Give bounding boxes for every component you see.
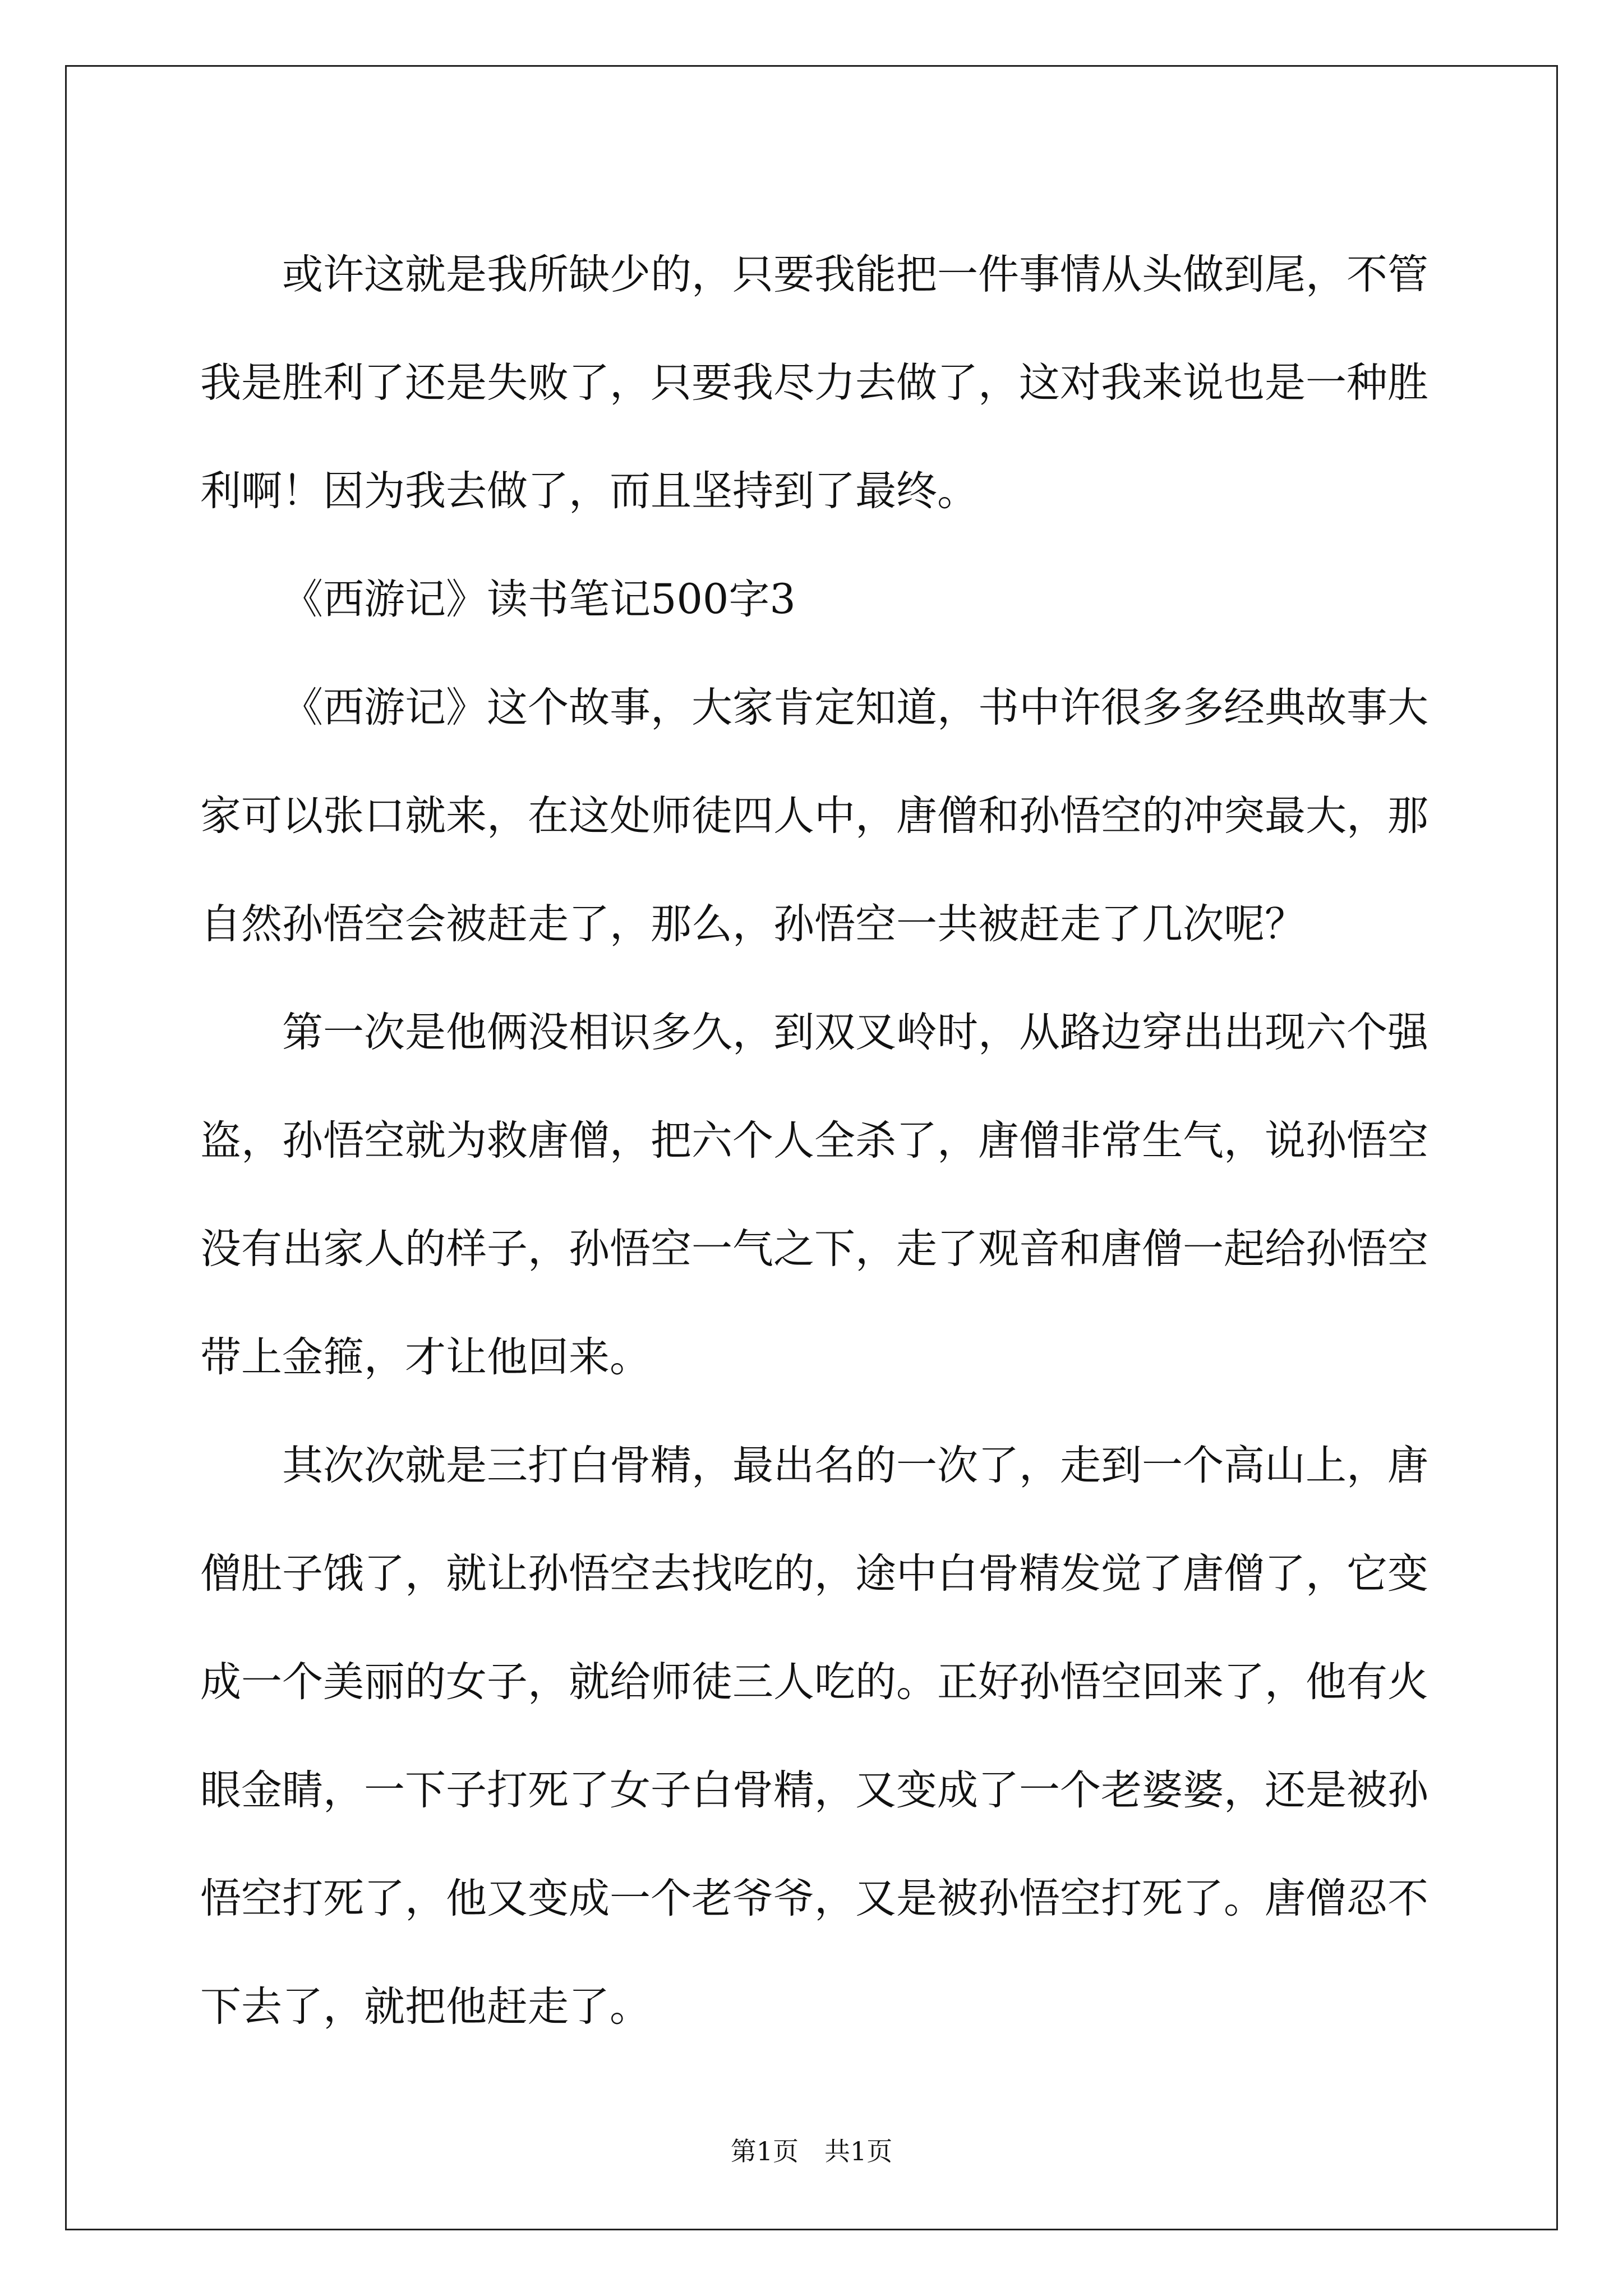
page-number: 第1页	[730, 2136, 799, 2166]
paragraph: 或许这就是我所缺少的，只要我能把一件事情从头做到尾，不管我是胜利了还是失败了，只要我尽力去做了，这对我来说也是一种胜利啊！因为我去做了，而且坚持到了最终。	[200, 251, 1428, 515]
page-footer	[0, 2134, 1623, 2168]
document-body	[200, 220, 1428, 2061]
section-heading: 《西游记》读书笔记500字3	[282, 576, 796, 623]
paragraph: 其次次就是三打白骨精，最出名的一次了，走到一个高山上，唐僧肚子饿了，就让孙悟空去找吃的，途中白骨精发觉了唐僧了，它变成一个美丽的女子，就给师徒三人吃的。正好孙悟空回来了，他有火眼金睛，一下子打死了女子白骨精，又变成了一个老婆婆，还是被孙悟空打死了，他又变成一个老爷爷，又是被孙悟空打死了。唐僧忍不下去了，就把他赶走了。	[200, 1442, 1428, 2031]
total-pages: 共1页	[824, 2136, 893, 2166]
paragraph: 第一次是他俩没相识多久，到双叉岭时，从路边穿出出现六个强盗，孙悟空就为救唐僧，把六个人全杀了，唐僧非常生气，说孙悟空没有出家人的样子，孙悟空一气之下，走了观音和唐僧一起给孙悟空带上金箍，才让他回来。	[200, 1009, 1428, 1381]
paragraph: 《西游记》这个故事，大家肯定知道，书中许很多多经典故事大家可以张口就来，在这处师徒四人中，唐僧和孙悟空的冲突最大，那自然孙悟空会被赶走了，那么，孙悟空一共被赶走了几次呢？	[200, 684, 1428, 948]
